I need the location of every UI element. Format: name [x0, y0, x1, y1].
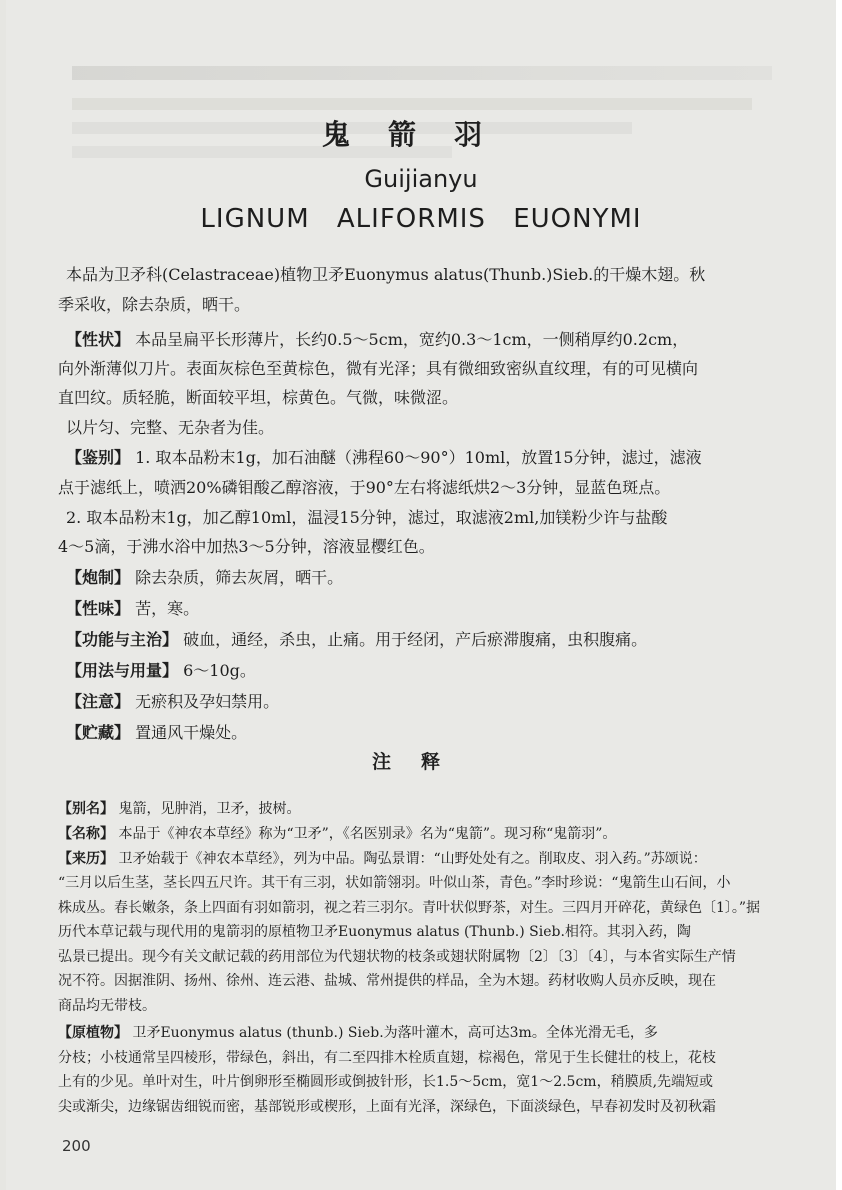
body-text: 苦，寒。 — [135, 599, 200, 618]
note-text: 分枝；小枝通常呈四棱形，带绿色，斜出，有二至四排木栓质直翅，棕褐色，常见于生长健壮的枝上，花枝 — [58, 1050, 716, 1066]
note-text: 商品均无带枝。 — [58, 998, 156, 1014]
note-line — [58, 798, 300, 818]
note-text: “三月以后生茎，茎长四五尺许。其干有三羽，状如箭翎羽。叶似山茶，青色。”李时珍说：“鬼箭生山石间，小 — [58, 875, 731, 891]
body-text: 本品为卫矛科(Celastraceae)植物卫矛Euonymus alatus(Thunb.)Sieb.的干燥木翅。秋 — [66, 265, 706, 284]
note-tag: 【来历】 — [58, 851, 114, 867]
note-line — [58, 823, 616, 843]
body-line — [66, 505, 667, 528]
body-line — [66, 689, 279, 712]
note-text: 况不符。因据淮阴、扬州、徐州、连云港、盐城、常州提供的样品，全为木翅。药材收购人员亦反映，现在 — [58, 973, 716, 989]
note-line — [58, 872, 730, 892]
body-line — [66, 627, 647, 650]
section-tag: 【贮藏】 — [66, 723, 131, 742]
section-tag: 【功能与主治】 — [66, 630, 179, 649]
note-text: 株成丛。春长嫩条，条上四面有羽如箭羽，视之若三羽尔。青叶状似野茶，对生。三四月开碎花，黄绿色〔1〕。”据 — [58, 900, 761, 916]
show-through-shadow — [72, 98, 752, 110]
body-text: 2. 取本品粉末1g，加乙醇10ml，温浸15分钟，滤过，取滤液2ml,加镁粉少许与盐酸 — [66, 508, 668, 527]
body-line — [58, 292, 250, 315]
body-line — [66, 720, 247, 743]
body-text: 置通风干燥处。 — [135, 723, 248, 742]
body-line — [58, 534, 435, 557]
title-latin: LIGNUM ALIFORMIS EUONYMI — [200, 204, 642, 234]
body-text: 除去杂质，筛去灰屑，晒干。 — [135, 568, 344, 587]
page-number: 200 — [62, 1137, 91, 1155]
body-text: 向外渐薄似刀片。表面灰棕色至黄棕色，微有光泽；具有微细致密纵直纹理，有的可见横向 — [58, 359, 699, 378]
body-line — [66, 262, 705, 285]
body-line — [66, 327, 688, 350]
note-line — [58, 1071, 713, 1091]
body-text: 1. 取本品粉末1g，加石油醚（沸程60～90°）10ml，放置15分钟，滤过，滤液 — [135, 448, 702, 467]
note-line — [58, 995, 156, 1015]
body-line — [66, 415, 274, 438]
note-tag: 【别名】 — [58, 801, 114, 817]
note-tag: 【原植物】 — [58, 1025, 128, 1041]
section-tag: 【注意】 — [66, 692, 131, 711]
note-text: 卫矛Euonymus alatus (thunb.) Sieb.为落叶灌木，高可达3m。全体光滑无毛，多 — [132, 1025, 658, 1041]
note-line — [58, 1022, 658, 1042]
body-line — [66, 658, 256, 681]
section-tag: 【性状】 — [66, 330, 131, 349]
body-text: 以片匀、完整、无杂者为佳。 — [66, 418, 275, 437]
note-line — [58, 848, 707, 868]
body-line — [58, 356, 698, 379]
body-text: 本品呈扁平长形薄片，长约0.5～5cm，宽约0.3～1cm，一侧稍厚约0.2cm， — [135, 330, 689, 349]
section-tag: 【鉴别】 — [66, 448, 131, 467]
section-tag: 【炮制】 — [66, 568, 131, 587]
body-text: 季采收，除去杂质，晒干。 — [58, 295, 251, 314]
title-pinyin: Guijianyu — [364, 165, 478, 193]
section-tag: 【性味】 — [66, 599, 131, 618]
body-line — [66, 596, 199, 619]
body-text: 无瘀积及孕妇禁用。 — [135, 692, 280, 711]
note-text: 卫矛始载于《神农本草经》，列为中品。陶弘景谓：“山野处处有之。削取皮、羽入药。”苏颂说： — [118, 851, 707, 867]
scan-edge — [836, 0, 842, 1190]
note-line — [58, 970, 716, 990]
note-text: 历代本草记载与现代用的鬼箭羽的原植物卫矛Euonymus alatus (Thunb.) Sieb.相符。其羽入药，陶 — [58, 924, 691, 940]
body-line — [58, 385, 458, 408]
note-text: 上有的少见。单叶对生，叶片倒卵形至椭圆形或倒披针形，长1.5～5cm，宽1～2.5cm，稍膜质,先端短或 — [58, 1074, 714, 1090]
body-text: 点于滤纸上，喷洒20%磷钼酸乙醇溶液，于90°左右将滤纸烘2～3分钟，显蓝色斑点。 — [58, 478, 671, 497]
show-through-shadow — [72, 66, 772, 80]
note-line — [58, 1096, 716, 1116]
note-line — [58, 897, 760, 917]
section-tag: 【用法与用量】 — [66, 661, 179, 680]
note-text: 鬼箭，见肿消，卫矛，披树。 — [118, 801, 301, 817]
note-line — [58, 1047, 716, 1067]
body-line — [66, 445, 702, 468]
note-tag: 【名称】 — [58, 826, 114, 842]
body-text: 4～5滴，于沸水浴中加热3～5分钟，溶液显樱红色。 — [58, 537, 435, 556]
note-line — [58, 946, 736, 966]
note-text: 本品于《神农本草经》称为“卫矛”，《名医别录》名为“鬼箭”。现习称“鬼箭羽”。 — [118, 826, 617, 842]
body-line — [66, 565, 343, 588]
body-text: 6～10g。 — [183, 661, 256, 680]
note-text: 尖或渐尖，边缘锯齿细锐而密，基部锐形或楔形，上面有光泽，深绿色，下面淡绿色，早春初发时及初秋霜 — [58, 1099, 716, 1115]
body-text: 破血，通经，杀虫，止痛。用于经闭，产后瘀滞腹痛，虫积腹痛。 — [183, 630, 648, 649]
page-title: 鬼箭羽 — [321, 118, 520, 151]
notes-title: 注释 — [371, 751, 470, 773]
note-line — [58, 921, 691, 941]
body-line — [58, 475, 670, 498]
note-text: 弘景已提出。现今有关文献记载的药用部位为代翅状物的枝条或翅状附属物〔2〕〔3〕〔4〕，与本省实际生产情 — [58, 949, 736, 965]
body-text: 直凹纹。质轻脆，断面较平坦，棕黄色。气微，味微涩。 — [58, 388, 459, 407]
